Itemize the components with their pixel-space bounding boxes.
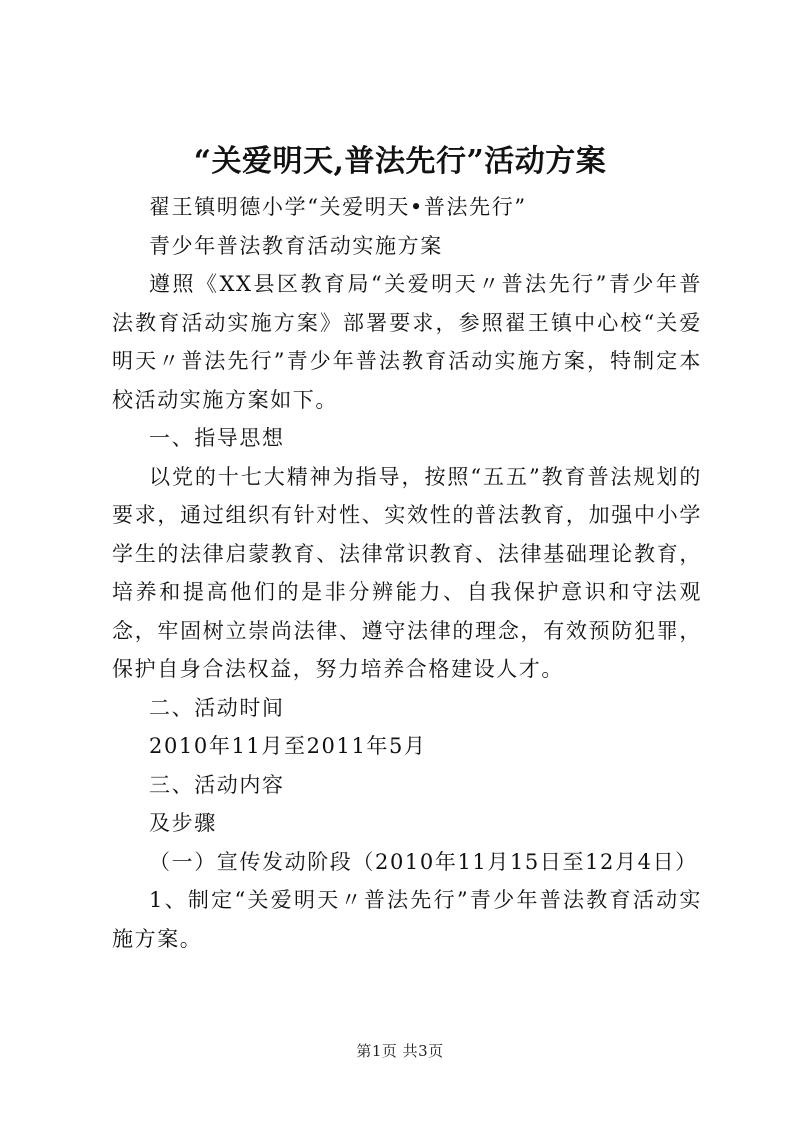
- paragraph-plan-title: 青少年普法教育活动实施方案: [149, 233, 443, 258]
- paragraph-step-one: 1、制定“关爱明天〃普法先行”青少年普法教育活动实施方案。: [112, 888, 702, 951]
- paragraph-school-name: 翟王镇明德小学“关爱明天•普法先行”: [149, 195, 527, 219]
- paragraph-intro: 遵照《XX县区教育局“关爱明天〃普法先行”青少年普法教育活动实施方案》部署要求，参照翟王镇中心校“关爱明天〃普法先行”青少年普法教育活动实施方案，特制定本校活动实施方案如下。: [112, 272, 702, 412]
- document-title: “关爱明天,普法先行”活动方案: [193, 144, 607, 179]
- document-body: [112, 188, 702, 958]
- paragraph-activity-time: 2010年11月至2011年5月: [149, 734, 427, 758]
- section-heading-activity-time: 二、活动时间: [149, 695, 285, 720]
- section-heading-guiding-ideology: 一、指导思想: [149, 426, 285, 450]
- section-heading-activity-content: 三、活动内容: [149, 772, 285, 797]
- page-footer: 第1页 共3页: [356, 1042, 444, 1060]
- subsection-heading-publicity-stage: （一）宣传发动阶段（2010年11月15日至12月4日）: [149, 849, 698, 874]
- paragraph-steps: 及步骤: [149, 811, 217, 835]
- paragraph-guiding-ideology: 以党的十七大精神为指导，按照“五五”教育普法规划的要求，通过组织有针对性、实效性的普法教育，加强中小学学生的法律启蒙教育、法律常识教育、法律基础理论教育，培养和提高他们的是非分辨能力、自我保护意识和守法观念，牢固树立崇尚法律、遵守法律的理念，有效预防犯罪，保护自身合法权益，努力培养合格建设人才。: [112, 464, 702, 681]
